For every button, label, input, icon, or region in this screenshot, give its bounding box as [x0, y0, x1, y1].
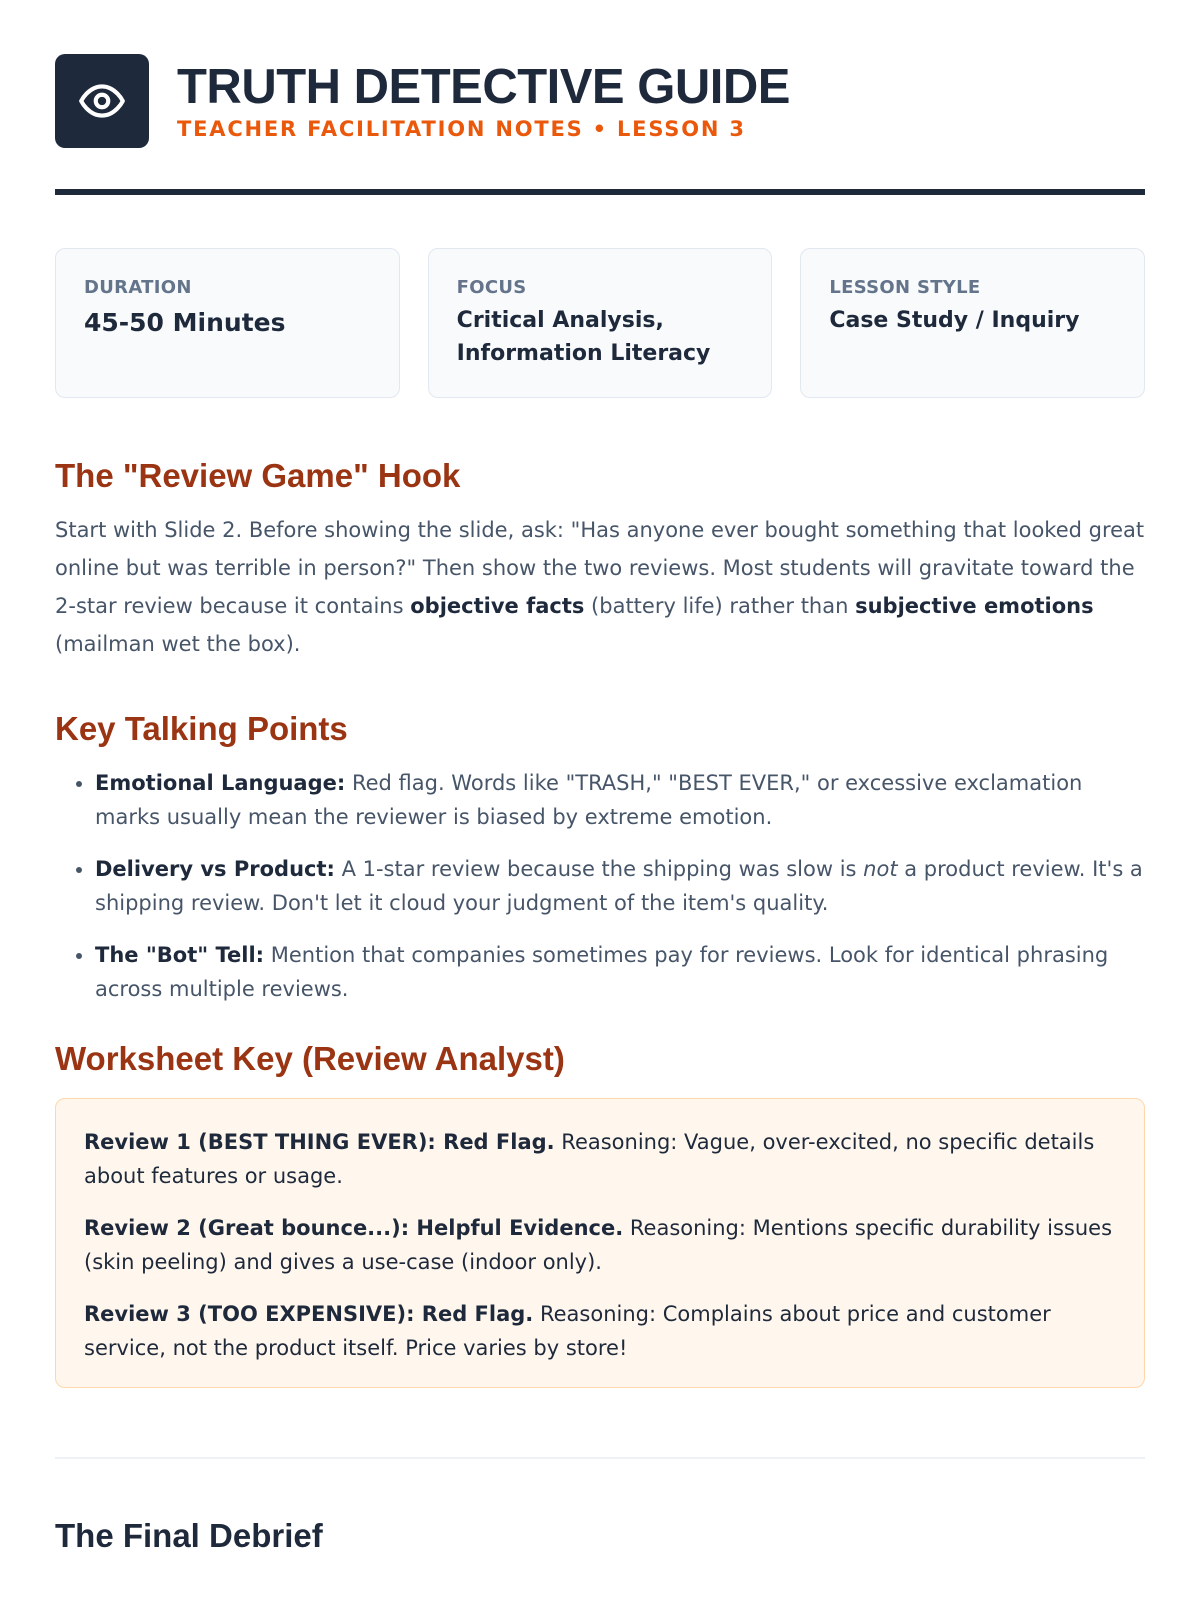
card-value: 45-50 Minutes	[84, 308, 286, 337]
card-label: FOCUS	[456, 277, 527, 298]
list-item: • The "Bot" Tell: Mention that companies sometimes pay for reviews. Look for identical phrasing across multiple reviews.	[95, 938, 1145, 1006]
worksheet-heading: Worksheet Key (Review Analyst)	[55, 1040, 565, 1077]
header	[55, 0, 1145, 148]
lesson-style-card	[800, 248, 1145, 398]
card-value: Case Study / Inquiry	[829, 308, 1080, 333]
talking-points-list	[55, 766, 1145, 1006]
eye-icon	[77, 76, 127, 126]
card-label: LESSON STYLE	[829, 277, 981, 298]
card-label: DURATION	[84, 277, 192, 298]
hook-paragraph: Start with Slide 2. Before showing the slide, ask: "Has anyone ever bought something that looked great online but was terrible in person?" Then show the two reviews. Most students will gravitate toward the 2-star review because it contains objective facts (battery life) rather than subjective emotions (mailman wet the box).	[55, 518, 1145, 656]
focus-card	[428, 248, 773, 398]
list-item: • Delivery vs Product: A 1-star review because the shipping was slow is not a product review. It's a shipping review. Don't let it cloud your judgment of the item's quality.	[95, 852, 1145, 920]
duration-card	[55, 248, 400, 398]
list-item: Review 1 (BEST THING EVER): Red Flag. Reasoning: Vague, over-excited, no specific details about features or usage.	[84, 1130, 1095, 1188]
meta-cards	[55, 248, 1145, 398]
list-item: Review 2 (Great bounce...): Helpful Evidence. Reasoning: Mentions specific durability issues (skin peeling) and gives a use-case (indoor only).	[84, 1216, 1113, 1274]
card-value: Critical Analysis, Information Literacy	[456, 308, 711, 366]
list-item: • Emotional Language: Red flag. Words like "TRASH," "BEST EVER," or excessive exclamation marks usually mean the reviewer is biased by extreme emotion.	[95, 766, 1145, 834]
logo	[55, 54, 149, 148]
debrief-heading: The Final Debrief	[55, 1517, 323, 1554]
page-subtitle: TEACHER FACILITATION NOTES • LESSON 3	[177, 117, 746, 141]
list-item: Review 3 (TOO EXPENSIVE): Red Flag. Reasoning: Complains about price and customer service, not the product itself. Price varies by store!	[84, 1302, 1051, 1360]
section-divider	[55, 1457, 1145, 1459]
talking-points-heading: Key Talking Points	[55, 710, 348, 747]
hook-heading: The "Review Game" Hook	[55, 457, 461, 494]
header-rule	[55, 189, 1145, 195]
worksheet-key-box	[55, 1098, 1145, 1388]
page-title: TRUTH DETECTIVE GUIDE	[177, 60, 790, 114]
